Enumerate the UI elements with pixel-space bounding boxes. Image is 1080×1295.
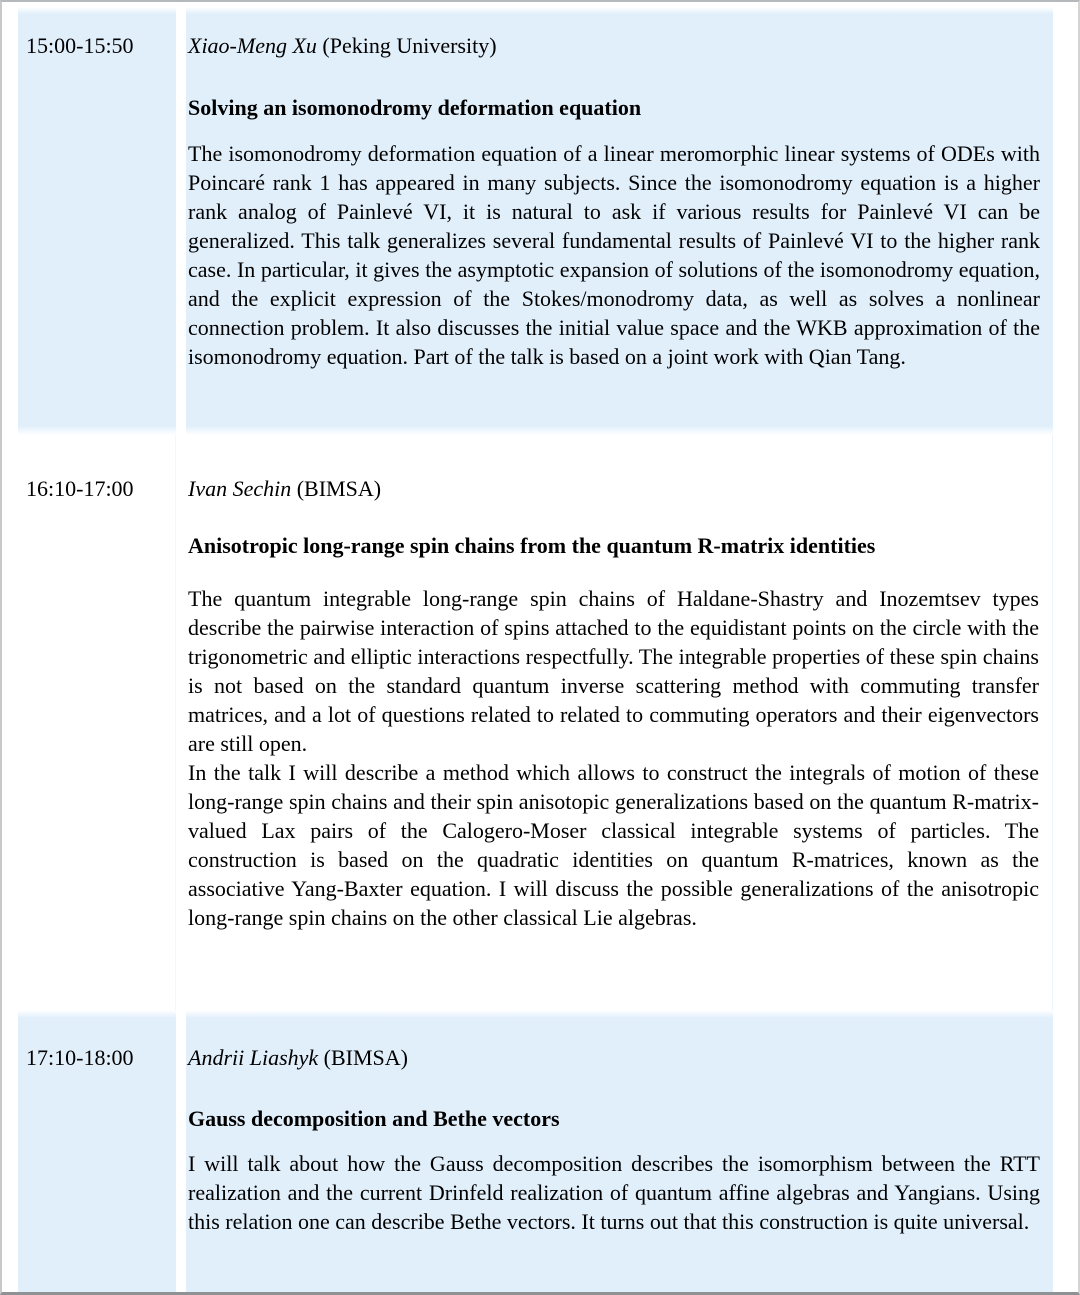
session-3-time: 17:10-18:00 xyxy=(26,1045,134,1070)
session-1-talk-title: Solving an isomonodromy deformation equation xyxy=(188,95,642,120)
session-1-speaker-line xyxy=(188,31,1040,60)
session-row-1 xyxy=(18,7,1078,435)
column-separator xyxy=(176,1010,186,1292)
session-2-abstract xyxy=(188,584,1039,932)
session-3-content-cell xyxy=(186,1010,1053,1292)
session-3-abstract-paragraph: I will talk about how the Gauss decomposition describes the isomorphism between the RTT realization and the current Drinfeld realization of quantum affine algebras and Yangians. Using this relation one can describe Bethe vectors. It turns out that this construction is quite universal. xyxy=(188,1151,1040,1234)
session-2-content-cell xyxy=(186,435,1053,1010)
session-3-speaker-affiliation: (BIMSA) xyxy=(318,1045,409,1070)
session-1-content-cell xyxy=(186,7,1053,435)
session-1-abstract xyxy=(188,139,1040,371)
session-row-2 xyxy=(18,435,1078,1010)
session-2-time-cell xyxy=(18,435,176,1010)
session-1-speaker-name: Xiao-Meng Xu xyxy=(188,33,317,58)
column-separator xyxy=(176,7,186,435)
session-3-speaker-name: Andrii Liashyk xyxy=(188,1045,319,1070)
session-2-speaker-affiliation: (BIMSA) xyxy=(291,476,382,501)
session-2-abstract-paragraph-1: The quantum integrable long-range spin chains of Haldane-Shastry and Inozemtsev types describe the pairwise interaction of spins attached to the equidistant points on the circle with the trigonometric and elliptic interactions respectfully. The integrable properties of these spin chains is not based on the standard quantum inverse scattering method with commuting transfer matrices, and a lot of questions related to related to commuting operators and their eigenvectors are still open. xyxy=(188,586,1039,756)
session-2-talk-title: Anisotropic long-range spin chains from the quantum R-matrix identities xyxy=(188,533,876,558)
session-3-time-cell xyxy=(18,1010,176,1292)
session-2-speaker-line xyxy=(188,474,1039,503)
session-3-abstract xyxy=(188,1149,1040,1236)
session-1-abstract-paragraph: The isomonodromy deformation equation of a linear meromorphic linear systems of ODEs with Poincaré rank 1 has appeared in many subjects. Since the isomonodromy equation is a higher rank analog of Painlevé VI, it is natural to ask if various results for Painlevé VI can be generalized. This talk generalizes several fundamental results of Painlevé VI to the higher rank case. In particular, it gives the asymptotic expansion of solutions of the isomonodromy equation, and the explicit expression of the Stokes/monodromy data, as well as solves a nonlinear connection problem. It also discusses the initial value space and the WKB approximation of the isomonodromy equation. Part of the talk is based on a joint work with Qian Tang. xyxy=(188,141,1040,369)
column-separator xyxy=(176,435,186,1010)
session-row-3 xyxy=(18,1010,1078,1292)
session-1-time-cell xyxy=(18,7,176,435)
session-1-time: 15:00-15:50 xyxy=(26,33,134,58)
session-1-speaker-affiliation: (Peking University) xyxy=(316,33,497,58)
session-3-talk-title: Gauss decomposition and Bethe vectors xyxy=(188,1106,560,1131)
session-2-time: 16:10-17:00 xyxy=(26,476,134,501)
session-2-speaker-name: Ivan Sechin xyxy=(188,476,292,501)
session-3-speaker-line xyxy=(188,1043,1040,1072)
session-2-abstract-paragraph-2: In the talk I will describe a method which allows to construct the integrals of motion of these long-range spin chains and their spin anisotopic generalizations based on the quantum R-matrix-valued Lax pairs of the Calogero-Moser classical integrable systems of particles. The construction is based on the quadratic identities on quantum R-matrices, known as the associative Yang-Baxter equation. I will discuss the possible generalizations of the anisotropic long-range spin chains on the other classical Lie algebras. xyxy=(188,760,1039,930)
